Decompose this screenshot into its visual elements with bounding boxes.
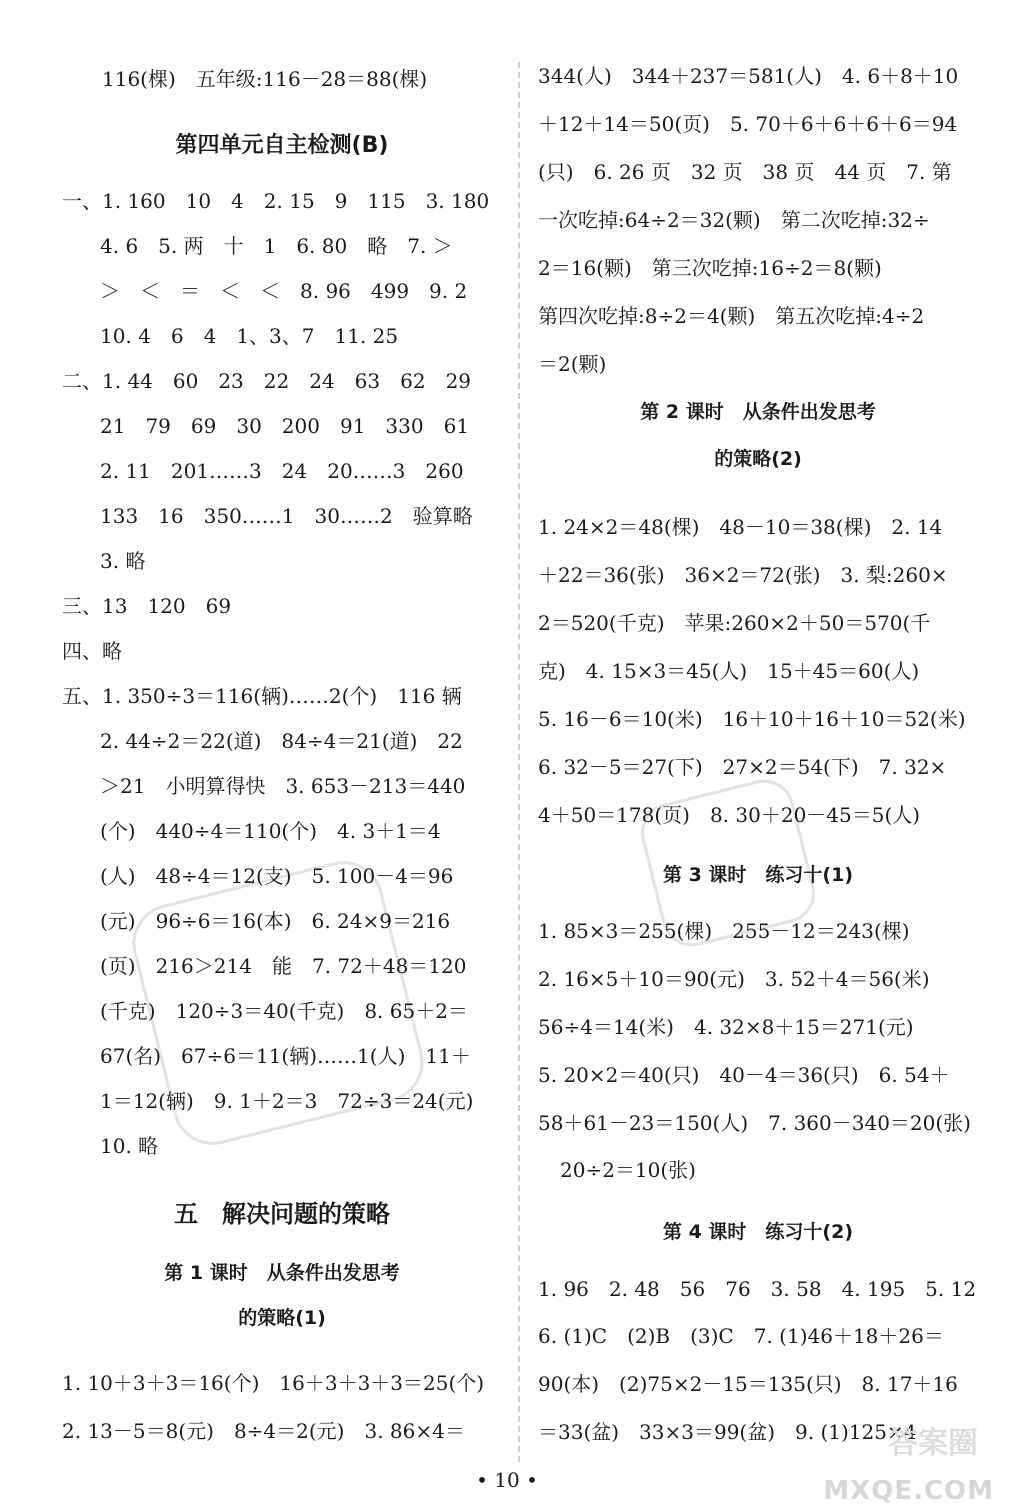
text-line: 10. 4 6 4 1、3、7 11. 25 xyxy=(100,324,399,348)
watermark-badge: 答案圈 xyxy=(888,1426,978,1461)
text-line: 5. 20×2＝40(只) 40－4＝36(只) 6. 54＋ xyxy=(538,1063,950,1087)
text-line: (只) 6. 26 页 32 页 38 页 44 页 7. 第 xyxy=(538,160,952,184)
text-line: 21 79 69 30 200 91 330 61 xyxy=(100,414,470,438)
text-line: 2. 11 201……3 24 20……3 260 xyxy=(100,459,464,483)
text-line: 2. 44÷2＝22(道) 84÷4＝21(道) 22 xyxy=(100,729,463,753)
text-line: 克) 4. 15×3＝45(人) 15＋45＝60(人) xyxy=(538,659,920,683)
lesson-4-title: 第 4 课时 练习十(2) xyxy=(662,1221,854,1243)
text-line: 2＝16(颗) 第三次吃掉:16÷2＝8(颗) xyxy=(538,256,882,280)
lesson-2-title: 第 2 课时 从条件出发思考 xyxy=(640,401,876,423)
text-line: ＞ ＜ ＝ ＜ ＜ 8. 96 499 9. 2 xyxy=(100,279,468,303)
text-line: 3. 略 xyxy=(100,549,146,573)
text-line: 58＋61－23＝150(人) 7. 360－340＝20(张) xyxy=(538,1111,971,1135)
text-line: 二、1. 44 60 23 22 24 63 62 29 xyxy=(62,369,472,393)
text-line: (人) 48÷4＝12(支) 5. 100－4＝96 xyxy=(100,864,454,888)
text-line: ＋12＋14＝50(页) 5. 70＋6＋6＋6＋6＝94 xyxy=(538,112,958,136)
text-line: 五、1. 350÷3＝116(辆)……2(个) 116 辆 xyxy=(62,684,462,708)
text-line: 一次吃掉:64÷2＝32(颗) 第二次吃掉:32÷ xyxy=(538,208,930,232)
text-line: (个) 440÷4＝110(个) 4. 3＋1＝4 xyxy=(100,819,441,843)
text-line: 10. 略 xyxy=(100,1134,159,1158)
text-line: (千克) 120÷3＝40(千克) 8. 65＋2＝ xyxy=(100,999,468,1023)
text-line: 2. 16×5＋10＝90(元) 3. 52＋4＝56(米) xyxy=(538,967,930,991)
text-line: 四、略 xyxy=(62,639,122,663)
page-number: • 10 • xyxy=(476,1468,538,1492)
text-line: 1. 24×2＝48(棵) 48－10＝38(棵) 2. 14 xyxy=(538,515,943,539)
text-line: 一、1. 160 10 4 2. 15 9 115 3. 180 xyxy=(62,189,490,213)
text-line: 116(棵) 五年级:116－28＝88(棵) xyxy=(102,67,428,91)
column-divider xyxy=(518,62,520,1462)
text-line: 344(人) 344＋237＝581(人) 4. 6＋8＋10 xyxy=(538,64,959,88)
text-line: 6. (1)C (2)B (3)C 7. (1)46＋18＋26＝ xyxy=(538,1324,944,1348)
text-line: 67(名) 67÷6＝11(辆)……1(人) 11＋ xyxy=(100,1044,471,1068)
text-line: 90(本) (2)75×2－15＝135(只) 8. 17＋16 xyxy=(538,1372,958,1396)
text-line: 2＝520(千克) 苹果:260×2＋50＝570(千 xyxy=(538,611,931,635)
text-line: 6. 32－5＝27(下) 27×2＝54(下) 7. 32× xyxy=(538,755,947,779)
text-line: 第四次吃掉:8÷2＝4(颗) 第五次吃掉:4÷2 xyxy=(538,304,925,328)
text-line: 5. 16－6＝10(米) 16＋10＋16＋10＝52(米) xyxy=(538,707,966,731)
text-line: ＞21 小明算得快 3. 653－213＝440 xyxy=(100,774,466,798)
text-line: 1. 96 2. 48 56 76 3. 58 4. 195 5. 12 xyxy=(538,1277,977,1301)
unit-test-title: 第四单元自主检测(B) xyxy=(175,133,389,158)
lesson-1-title-cont: 的策略(1) xyxy=(238,1307,326,1329)
watermark-site: MXQE.COM xyxy=(823,1476,994,1506)
text-line: ＝2(颗) xyxy=(538,352,607,376)
text-line: ＝33(盆) 33×3＝99(盆) 9. (1)125×4 xyxy=(538,1420,917,1444)
lesson-3-title: 第 3 课时 练习十(1) xyxy=(662,864,854,886)
lesson-2-title-cont: 的策略(2) xyxy=(714,448,802,470)
text-line: 1. 85×3＝255(棵) 255－12＝243(棵) xyxy=(538,919,910,943)
text-line: 56÷4＝14(米) 4. 32×8＋15＝271(元) xyxy=(538,1015,914,1039)
text-line: 133 16 350……1 30……2 验算略 xyxy=(100,504,473,528)
text-line: ＋22＝36(张) 36×2＝72(张) 3. 梨:260× xyxy=(538,563,948,587)
text-line: 三、13 120 69 xyxy=(62,594,232,618)
text-line: 1. 10＋3＋3＝16(个) 16＋3＋3＋3＝25(个) xyxy=(62,1371,485,1395)
text-line: 4. 6 5. 两 十 1 6. 80 略 7. ＞ xyxy=(100,234,453,258)
chapter-title: 五 解决问题的策略 xyxy=(174,1200,390,1228)
text-line: 1＝12(辆) 9. 1＋2＝3 72÷3＝24(元) xyxy=(100,1089,474,1113)
text-line: (页) 216＞214 能 7. 72＋48＝120 xyxy=(100,954,467,978)
text-line: 20÷2＝10(张) xyxy=(560,1158,696,1182)
lesson-1-title: 第 1 课时 从条件出发思考 xyxy=(164,1262,400,1284)
text-line: 4＋50＝178(页) 8. 30＋20－45＝5(人) xyxy=(538,803,921,827)
text-line: (元) 96÷6＝16(本) 6. 24×9＝216 xyxy=(100,909,451,933)
text-line: 2. 13－5＝8(元) 8÷4＝2(元) 3. 86×4＝ xyxy=(62,1419,465,1443)
